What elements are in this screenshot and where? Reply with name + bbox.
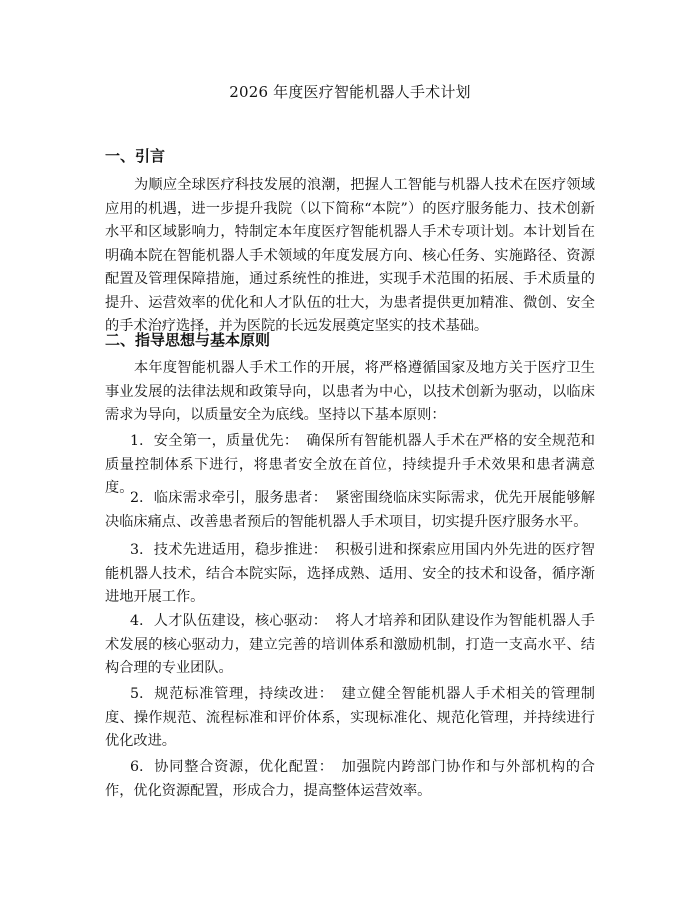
principle-number: 4. [130, 613, 144, 629]
principle-text: 确保所有智能机器人手术在严格的安全规范和质量控制体系下进行，将患者安全放在首位，持续提升手术效果和患者满意度。 [105, 433, 595, 496]
section-heading-principles: 二、指导思想与基本原则 [105, 331, 271, 349]
principle-item [105, 610, 595, 681]
principle-text: 建立健全智能机器人手术相关的管理制度、操作规范、流程标准和评价体系，实现标准化、规范化管理，并持续进行优化改进。 [105, 686, 595, 749]
principles-intro-paragraph: 本年度智能机器人手术工作的开展，将严格遵循国家及地方关于医疗卫生事业发展的法律法规和政策导向，以患者为中心，以技术创新为驱动，以临床需求为导向，以质量安全为底线。坚持以下基本原则： [105, 360, 595, 423]
principle-text: 紧密围绕临床实际需求，优先开展能够解决临床痛点、改善患者预后的智能机器人手术项目，切实提升医疗服务水平。 [105, 490, 595, 530]
principle-item [105, 683, 595, 754]
introduction-paragraph: 为顺应全球医疗科技发展的浪潮，把握人工智能与机器人技术在医疗领域应用的机遇，进一步提升我院（以下简称“本院”）的医疗服务能力、技术创新水平和区域影响力，特制定本年度医疗智能机器人手术专项计划。本计划旨在明确本院在智能机器人手术领域的年度发展方向、核心任务、实施路径、资源配置及管理保障措施，通过系统性的推进，实现手术范围的拓展、手术质量的提升、运营效率的优化和人才队伍的壮大，为患者提供更加精准、微创、安全的手术治疗选择，并为医院的长远发展奠定坚实的技术基础。 [105, 177, 595, 334]
document-title: 2026 年度医疗智能机器人手术计划 [229, 83, 471, 101]
principle-lead: 协同整合资源，优化配置： [153, 759, 334, 775]
principle-item [105, 487, 595, 534]
principle-number: 2. [130, 490, 144, 506]
principle-lead: 规范标准管理，持续改进： [153, 686, 334, 702]
principle-number: 6. [130, 759, 144, 775]
principle-item [105, 756, 595, 803]
principle-lead: 安全第一，质量优先： [153, 433, 299, 449]
principle-number: 1. [130, 433, 144, 449]
principle-text: 将人才培养和团队建设作为智能机器人手术发展的核心驱动力，建立完善的培训体系和激励机制，打造一支高水平、结构合理的专业团队。 [105, 613, 595, 676]
principle-item [105, 539, 595, 610]
principle-text: 积极引进和探索应用国内外先进的医疗智能机器人技术，结合本院实际，选择成熟、适用、安全的技术和设备，循序渐进地开展工作。 [105, 542, 595, 605]
principle-lead: 临床需求牵引，服务患者： [153, 490, 328, 506]
principle-number: 5. [130, 686, 144, 702]
principle-text: 加强院内跨部门协作和与外部机构的合作，优化资源配置，形成合力，提高整体运营效率。 [105, 759, 595, 799]
section-heading-introduction: 一、引言 [105, 147, 166, 165]
principle-lead: 人才队伍建设，核心驱动： [153, 613, 328, 629]
principle-lead: 技术先进适用，稳步推进： [153, 542, 328, 558]
principle-number: 3. [130, 542, 144, 558]
